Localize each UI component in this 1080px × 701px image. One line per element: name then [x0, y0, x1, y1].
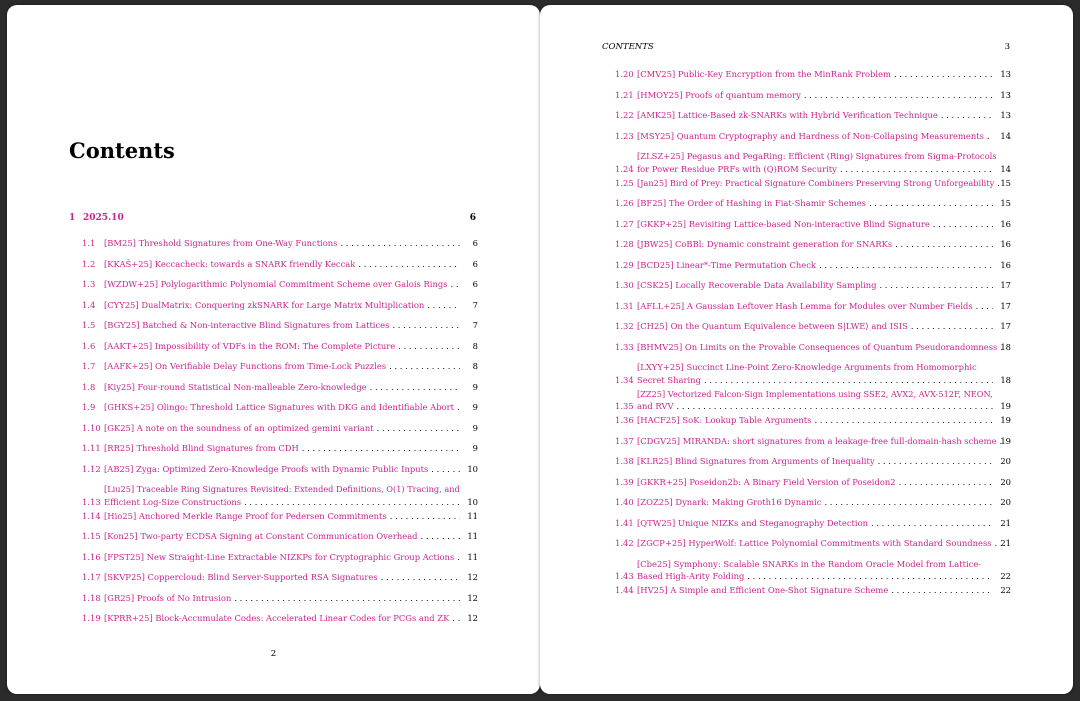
toc-entry-title: [ZLSZ+25] Pegasus and PegaRing: Efficient (Ring) Signatures from Sigma-Protocols — [637, 151, 997, 161]
toc-entry-number: 1.43 — [615, 571, 634, 581]
toc-entry-title: [AB25] Zyga: Optimized Zero-Knowledge Proofs with Dynamic Public Inputs — [104, 463, 429, 474]
toc-entry-page: 7 — [472, 320, 478, 330]
toc-entry[interactable] — [615, 238, 1011, 251]
running-head-title: CONTENTS — [602, 42, 654, 52]
toc-entry-number: 1.24 — [615, 163, 634, 174]
toc-entry-title: [CSK25] Locally Recoverable Data Availability Sampling — [637, 280, 877, 290]
toc-entry-title: [CH25] On the Quantum Equivalence between S|LWE⟩ and ISIS — [637, 321, 908, 331]
toc-entry-number: 1.15 — [82, 531, 101, 541]
toc-entry-number: 1.22 — [615, 110, 634, 120]
toc-entry-number: 1.35 — [615, 401, 634, 411]
toc-entry-title-cont: Secret Sharing — [637, 374, 701, 385]
toc-entry-title: [BCD25] Linear*-Time Permutation Check — [637, 259, 816, 270]
toc-leader-dots — [395, 340, 460, 353]
toc-entry-title: [GR25] Proofs of No Intrusion — [104, 592, 232, 603]
toc-leader-dots — [424, 299, 460, 312]
toc-entry-page: 8 — [472, 361, 478, 371]
toc-entry[interactable] — [615, 584, 1011, 597]
toc-entry[interactable] — [82, 422, 478, 435]
toc-entry-number: 1.28 — [615, 239, 634, 249]
toc-leader-dots — [744, 570, 993, 583]
toc-entry-title: [LXYY+25] Succinct Line-Point Zero-Knowledge Arguments from Homomorphic — [637, 362, 977, 372]
toc-entry-page: 20 — [1000, 497, 1011, 507]
toc-entry-title: [KPRR+25] Block-Accumulate Codes: Accelerated Linear Codes for PCGs and ZK — [104, 613, 450, 623]
toc-section-1[interactable] — [69, 213, 476, 223]
toc-entry[interactable] — [82, 530, 478, 543]
toc-entry-page: 19 — [1000, 415, 1011, 425]
toc-entry[interactable] — [82, 483, 478, 508]
toc-entry-title: [GKKR+25] Poseidon2b: A Binary Field Version of Poseidon2 — [637, 476, 896, 487]
toc-leader-dots — [231, 592, 460, 605]
toc-leader-dots — [868, 517, 993, 530]
toc-entry[interactable] — [82, 258, 478, 271]
toc-entry[interactable] — [615, 218, 1011, 231]
toc-entry-number: 1.39 — [615, 476, 634, 487]
toc-entry[interactable] — [82, 237, 478, 250]
toc-leader-dots — [355, 258, 460, 271]
toc-entry-title: [BM25] Threshold Signatures from One-Way Functions — [104, 238, 338, 248]
toc-entry-number: 1.3 — [82, 279, 96, 289]
toc-entry[interactable] — [82, 278, 478, 291]
toc-entry[interactable] — [82, 592, 478, 605]
toc-entry-title: [ZZ25] Vectorized Falcon-Sign Implementations using SSE2, AVX2, AVX-512F, NEON, — [637, 388, 993, 399]
toc-entry-title: [GK25] A note on the soundness of an optimized gemini variant — [104, 422, 374, 433]
toc-entry[interactable] — [615, 150, 1011, 175]
toc-entry[interactable] — [82, 463, 478, 476]
right-page — [540, 5, 1073, 694]
toc-entry[interactable] — [82, 551, 478, 564]
toc-leader-dots — [973, 300, 993, 313]
toc-entry-number: 1.8 — [82, 381, 96, 392]
toc-entry[interactable] — [82, 340, 478, 353]
toc-entry[interactable] — [615, 496, 1011, 509]
toc-leader-dots — [866, 197, 993, 210]
toc-leader-dots — [299, 442, 460, 455]
toc-entry-title: [AMK25] Lattice-Based zk-SNARKs with Hybrid Verification Technique — [637, 110, 938, 120]
toc-entry[interactable] — [615, 68, 1011, 81]
toc-entry-number: 1.23 — [615, 130, 634, 141]
toc-entry-title: [Jan25] Bird of Prey: Practical Signature Combiners Preserving Strong Unforgeability — [637, 177, 995, 188]
toc-entry-page: 12 — [467, 572, 478, 582]
toc-entry[interactable] — [615, 89, 1011, 102]
toc-entry[interactable] — [82, 381, 478, 394]
toc-entry-page: 22 — [1000, 571, 1011, 581]
running-head-page: 3 — [1004, 42, 1010, 52]
toc-entry-title: [AFLL+25] A Gaussian Leftover Hash Lemma for Modules over Number Fields — [637, 300, 973, 311]
toc-entry[interactable] — [615, 435, 1011, 448]
toc-entry-page: 22 — [1000, 585, 1011, 595]
toc-entry[interactable] — [615, 197, 1011, 210]
toc-entry-title-cont: and RVV — [637, 401, 674, 411]
toc-entry-page: 17 — [1000, 300, 1011, 311]
toc-entry-page: 9 — [472, 381, 478, 392]
left-page — [7, 5, 540, 694]
toc-entry[interactable] — [615, 341, 1011, 354]
toc-entry[interactable] — [82, 571, 478, 584]
toc-entry[interactable] — [615, 279, 1011, 292]
toc-entry-page: 21 — [1000, 517, 1011, 528]
toc-leader-dots — [701, 374, 993, 387]
toc-leader-dots — [888, 584, 993, 597]
toc-entry[interactable] — [615, 300, 1011, 313]
toc-entry[interactable] — [615, 455, 1011, 468]
toc-entry[interactable] — [615, 130, 1011, 143]
toc-leader-dots — [930, 218, 993, 231]
toc-entry-title: [SKVP25] Coppercloud: Blind Server-Supported RSA Signatures — [104, 572, 378, 582]
toc-entry[interactable] — [615, 517, 1011, 530]
toc-entry-number: 1.41 — [615, 517, 634, 528]
toc-entry-page: 9 — [472, 402, 478, 412]
toc-entry[interactable] — [82, 612, 478, 625]
toc-leader-dots — [837, 163, 993, 176]
toc-entry-title: [ZOZ25] Dynark: Making Groth16 Dynamic — [637, 497, 822, 507]
toc-entry-page: 18 — [1000, 341, 1011, 352]
toc-entry-number: 1.44 — [615, 585, 634, 595]
toc-entry[interactable] — [615, 558, 1011, 583]
toc-leader-dots — [896, 476, 993, 489]
toc-entry-number: 1.38 — [615, 456, 634, 466]
toc-entry-number: 1.16 — [82, 551, 101, 562]
contents-heading: Contents — [69, 138, 175, 163]
toc-entry-page: 20 — [1000, 456, 1011, 466]
toc-entry-number: 1.6 — [82, 340, 96, 351]
toc-entry-number: 1.37 — [615, 435, 634, 446]
toc-entry-title: [WZDW+25] Polylogarithmic Polynomial Commitment Scheme over Galois Rings — [104, 279, 448, 289]
toc-leader-dots — [387, 510, 460, 523]
toc-leader-dots — [891, 68, 993, 81]
toc-leader-dots — [984, 130, 993, 143]
toc-entry[interactable] — [615, 537, 1011, 550]
toc-leader-dots — [448, 278, 460, 291]
toc-entry[interactable] — [82, 360, 478, 373]
toc-leader-dots — [876, 279, 993, 292]
toc-leader-dots — [367, 381, 460, 394]
toc-entry-title: [CDGV25] MIRANDA: short signatures from a leakage-free full-domain-hash scheme — [637, 435, 997, 446]
toc-entry-page: 12 — [467, 592, 478, 603]
toc-entry-title: [MSY25] Quantum Cryptography and Hardness of Non-Collapsing Measurements — [637, 130, 984, 141]
toc-entry-title: [Liu25] Traceable Ring Signatures Revisited: Extended Definitions, O(1) Tracing, and — [104, 484, 460, 494]
toc-entry-page: 12 — [467, 613, 478, 623]
toc-entry-title: [Cbe25] Symphony: Scalable SNARKs in the Random Oracle Model from Lattice- — [637, 558, 982, 569]
toc-entry-title: [ZGCP+25] HyperWolf: Lattice Polynomial Commitments with Standard Soundness — [637, 538, 992, 548]
toc-entry-number: 1.5 — [82, 320, 96, 330]
toc-entry-number: 1.29 — [615, 259, 634, 270]
toc-entry-number: 1.2 — [82, 258, 96, 269]
toc-entry-page: 6 — [472, 279, 478, 289]
toc-entry-number: 1.14 — [82, 510, 101, 521]
toc-entry-page: 11 — [467, 510, 478, 521]
toc-leader-dots — [816, 259, 993, 272]
toc-entry-page: 17 — [1000, 280, 1011, 290]
toc-entry-title: [HMOY25] Proofs of quantum memory — [637, 89, 801, 100]
toc-entry-title: [CYY25] DualMatrix: Conquering zkSNARK for Large Matrix Multiplication — [104, 299, 425, 310]
toc-entry-number: 1.19 — [82, 613, 101, 623]
toc-entry-page: 10 — [467, 463, 478, 474]
toc-entry-title: [BHMV25] On Limits on the Provable Consequences of Quantum Pseudorandomness — [637, 341, 998, 352]
toc-entry-page: 15 — [1000, 198, 1011, 208]
toc-entry-number: 1.11 — [82, 443, 101, 453]
toc-entry-page: 18 — [1000, 374, 1011, 385]
toc-entry-page: 16 — [1000, 259, 1011, 270]
toc-entry-page: 14 — [1000, 130, 1011, 141]
toc-leader-dots — [821, 496, 993, 509]
toc-leader-dots — [875, 455, 993, 468]
toc-entry-title: [QTW25] Unique NIZKs and Steganography Detection — [637, 517, 869, 528]
toc-leader-dots — [674, 400, 993, 413]
toc-entry-page: 13 — [1000, 110, 1011, 120]
toc-leader-dots — [378, 571, 460, 584]
toc-entry[interactable] — [82, 319, 478, 332]
toc-entry-title: [RR25] Threshold Blind Signatures from CDH — [104, 443, 299, 453]
toc-entry-number: 1.9 — [82, 402, 96, 412]
toc-entry-title: [HV25] A Simple and Efficient One-Shot Signature Scheme — [637, 585, 889, 595]
toc-entry-page: 16 — [1000, 239, 1011, 249]
toc-entry-page: 19 — [1000, 401, 1011, 411]
toc-entry-title-cont: Efficient Log-Size Constructions — [104, 496, 242, 507]
toc-entry-page: 6 — [472, 258, 478, 269]
toc-leader-dots — [337, 237, 460, 250]
toc-entry-number: 1.36 — [615, 415, 634, 425]
toc-entry-page: 20 — [1000, 476, 1011, 487]
toc-entry-page: 16 — [1000, 218, 1011, 229]
toc-entry-number: 1.27 — [615, 218, 634, 229]
toc-entry[interactable] — [82, 510, 478, 523]
toc-entry-number: 1.26 — [615, 198, 634, 208]
toc-entry-title: [KKAŠ+25] Keccacheck: towards a SNARK friendly Keccak — [104, 258, 356, 269]
running-head — [602, 42, 1010, 52]
toc-entry-title: [AAFK+25] On Verifiable Delay Functions from Time-Lock Puzzles — [104, 361, 387, 371]
toc-leader-dots — [241, 496, 460, 509]
toc-entry-number: 1.1 — [82, 238, 96, 248]
toc-entry-page: 14 — [1000, 163, 1011, 174]
toc-entry[interactable] — [82, 401, 478, 414]
toc-entry-number: 1.12 — [82, 463, 101, 474]
toc-entry-number: 1.20 — [615, 69, 634, 79]
toc-entry-page: 7 — [472, 299, 478, 310]
toc-entry-title: [BF25] The Order of Hashing in Fiat-Shamir Schemes — [637, 198, 866, 208]
toc-entry-title: [FPST25] New Straight-Line Extractable NIZKPs for Cryptographic Group Actions — [104, 551, 455, 562]
toc-entry[interactable] — [615, 259, 1011, 272]
toc-entry-number: 1.34 — [615, 374, 634, 385]
toc-entry-number: 1.31 — [615, 300, 634, 311]
section-title: 2025.10 — [83, 213, 124, 223]
toc-entry-number: 1.25 — [615, 177, 634, 188]
toc-leader-dots — [374, 422, 460, 435]
toc-entry-number: 1.17 — [82, 572, 101, 582]
toc-entry-title-cont: for Power Residue PRFs with (Q)ROM Security — [637, 163, 837, 174]
toc-leader-dots — [386, 360, 460, 373]
toc-entry-number: 1.7 — [82, 361, 96, 371]
toc-leader-dots — [938, 109, 993, 122]
toc-entry-page: 13 — [1000, 89, 1011, 100]
toc-entry-title: [Hio25] Anchored Merkle Range Proof for Pedersen Commitments — [104, 510, 387, 521]
toc-entry-title: [JBW25] CoBBl: Dynamic constraint generation for SNARKs — [637, 239, 893, 249]
page-number: 2 — [270, 649, 277, 659]
toc-entry[interactable] — [615, 414, 1011, 427]
toc-entry-title: [HACF25] SoK: Lookup Table Arguments — [637, 415, 812, 425]
toc-entry-number: 1.30 — [615, 280, 634, 290]
toc-leader-dots — [811, 414, 993, 427]
toc-entry-page: 19 — [1000, 435, 1011, 446]
toc-leader-dots — [418, 530, 460, 543]
toc-entry-title: [GHKS+25] Olingo: Threshold Lattice Signatures with DKG and Identifiable Abort — [104, 402, 454, 412]
toc-entry[interactable] — [82, 299, 478, 312]
toc-entry[interactable] — [82, 442, 478, 455]
toc-entry[interactable] — [615, 109, 1011, 122]
toc-leader-dots — [389, 319, 460, 332]
toc-entry-title: [GKKP+25] Revisiting Lattice-based Non-interactive Blind Signature — [637, 218, 930, 229]
toc-entry-page: 6 — [472, 238, 478, 248]
toc-entry-page: 9 — [472, 443, 478, 453]
toc-entry-title: [AAKT+25] Impossibility of VDFs in the ROM: The Complete Picture — [104, 340, 396, 351]
toc-entry-page: 17 — [1000, 321, 1011, 331]
toc-entry[interactable] — [615, 476, 1011, 489]
toc-entry-page: 15 — [1000, 177, 1011, 188]
toc-entry[interactable] — [615, 388, 1011, 413]
toc-entry-page: 13 — [1000, 69, 1011, 79]
toc-entry-page: 8 — [472, 340, 478, 351]
toc-entry-title: [BGY25] Batched & Non-interactive Blind Signatures from Lattices — [104, 320, 390, 330]
toc-entry-page: 21 — [1000, 538, 1011, 548]
toc-entry[interactable] — [615, 320, 1011, 333]
toc-entry-page: 11 — [467, 531, 478, 541]
toc-leader-dots — [801, 89, 993, 102]
toc-entry-number: 1.18 — [82, 592, 101, 603]
toc-entry-page: 9 — [472, 422, 478, 433]
toc-entry-number: 1.33 — [615, 341, 634, 352]
toc-entry-title: [CMV25] Public-Key Encryption from the MinRank Problem — [637, 69, 891, 79]
section-number: 1 — [69, 213, 76, 223]
toc-entry-title: [KLR25] Blind Signatures from Arguments of Inequality — [637, 456, 875, 466]
toc-entry-number: 1.4 — [82, 299, 96, 310]
toc-entry-number: 1.32 — [615, 321, 634, 331]
toc-entry[interactable] — [615, 361, 1011, 386]
toc-entry-page: 10 — [467, 496, 478, 507]
toc-entry-title: [Kiy25] Four-round Statistical Non-malleable Zero-knowledge — [104, 381, 367, 392]
toc-entry-page: 11 — [467, 551, 478, 562]
toc-leader-dots — [428, 463, 460, 476]
toc-entry-title: [Kon25] Two-party ECDSA Signing at Constant Communication Overhead — [104, 531, 418, 541]
toc-leader-dots — [449, 612, 460, 625]
toc-leader-dots — [908, 320, 993, 333]
toc-entry-number: 1.21 — [615, 89, 634, 100]
toc-leader-dots — [892, 238, 993, 251]
toc-entry[interactable] — [615, 177, 1011, 190]
toc-entry-title-cont: Based High-Arity Folding — [637, 571, 745, 581]
toc-entry-number: 1.42 — [615, 538, 634, 548]
toc-entry-number: 1.13 — [82, 496, 101, 507]
section-page: 6 — [469, 213, 476, 223]
toc-entry-number: 1.40 — [615, 497, 634, 507]
toc-entry-number: 1.10 — [82, 422, 101, 433]
